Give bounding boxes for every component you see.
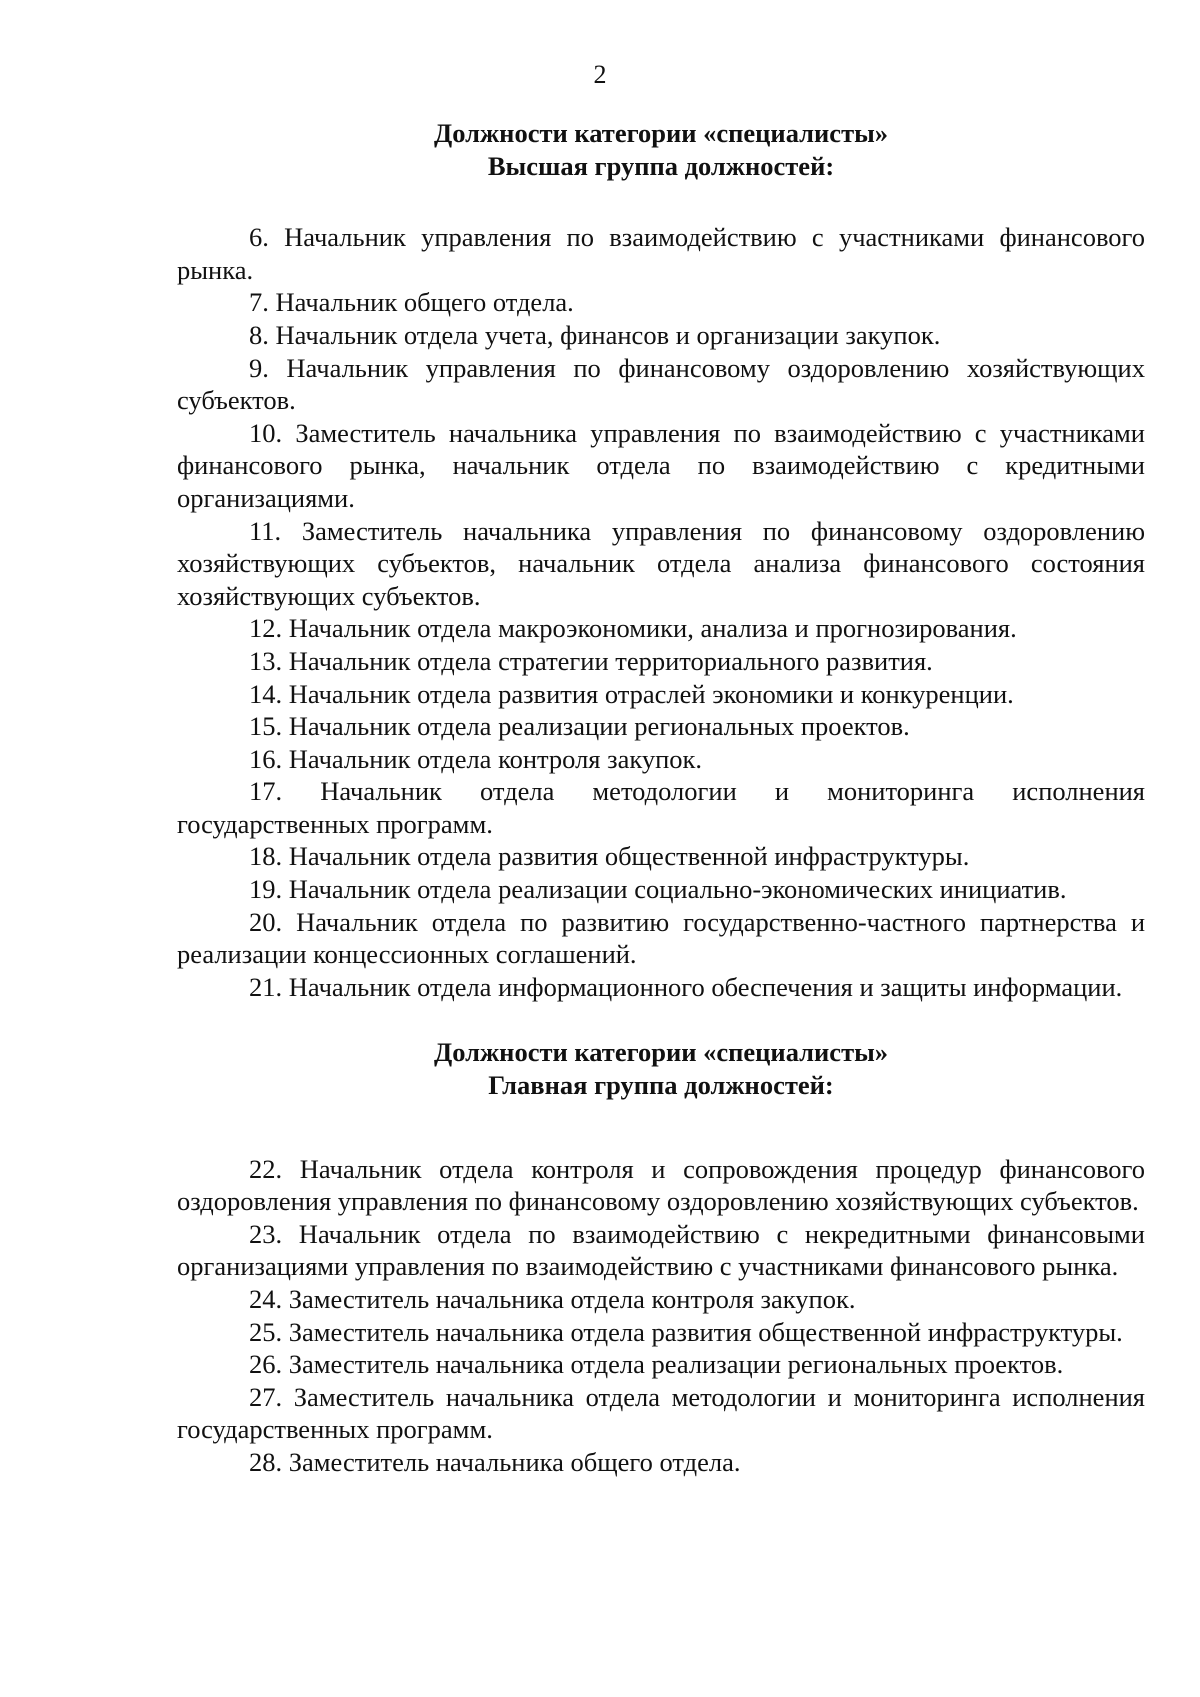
positions-list [177,221,1145,1003]
section-heading-line2: Главная группа должностей: [488,1070,834,1101]
list-item: 27. Заместитель начальника отдела методологии и мониторинга исполнения государственных программ. [177,1381,1145,1445]
list-item: 16. Начальник отдела контроля закупок. [249,743,703,774]
section-heading-line2: Высшая группа должностей: [487,150,835,181]
list-item: 11. Заместитель начальника управления по финансовому оздоровлению хозяйствующих субъектов, начальник отдела анализа финансового состояния хозяйствующих субъектов. [177,515,1145,611]
list-item: 28. Заместитель начальника общего отдела. [249,1446,741,1477]
section-heading-line1: Должности категории «специалисты» [433,1037,889,1068]
list-item: 19. Начальник отдела реализации социально-экономических инициатив. [249,874,1067,905]
list-item: 21. Начальник отдела информационного обеспечения и защиты информации. [249,971,1123,1002]
document-body [177,117,1145,1479]
list-item: 14. Начальник отдела развития отраслей экономики и конкуренции. [249,678,1014,709]
page-number: 2 [593,60,607,89]
section-higher-group [177,117,1145,1003]
list-item: 23. Начальник отдела по взаимодействию с некредитными финансовыми организациями управления по взаимодействию с участниками финансового рынка. [177,1218,1145,1282]
list-item: 20. Начальник отдела по развитию государственно-частного партнерства и реализации концессионных соглашений. [177,906,1145,970]
section-main-group [177,1036,1145,1478]
list-item: 10. Заместитель начальника управления по взаимодействию с участниками финансового рынка, начальник отдела по взаимодействию с кредитными организациями. [177,417,1145,513]
list-item: 9. Начальник управления по финансовому оздоровлению хозяйствующих субъектов. [177,352,1145,416]
positions-list [177,1153,1145,1479]
list-item: 25. Заместитель начальника отдела развития общественной инфраструктуры. [249,1316,1123,1347]
list-item: 8. Начальник отдела учета, финансов и организации закупок. [249,319,941,350]
list-item: 26. Заместитель начальника отдела реализации региональных проектов. [249,1349,1064,1380]
list-item: 7. Начальник общего отдела. [249,287,574,318]
list-item: 22. Начальник отдела контроля и сопровождения процедур финансового оздоровления управления по финансовому оздоровлению хозяйствующих субъектов. [177,1153,1145,1217]
section-heading-line1: Должности категории «специалисты» [433,118,889,148]
list-item: 13. Начальник отдела стратегии территориального развития. [249,645,933,676]
section-heading [177,1036,1145,1101]
list-item: 17. Начальник отдела методологии и мониторинга исполнения государственных программ. [177,776,1145,839]
list-item: 6. Начальник управления по взаимодействию с участниками финансового рынка. [177,222,1145,285]
list-item: 18. Начальник отдела развития общественной инфраструктуры. [249,841,970,872]
section-heading [177,117,1145,182]
list-item: 15. Начальник отдела реализации региональных проектов. [249,711,910,742]
list-item: 24. Заместитель начальника отдела контроля закупок. [249,1284,856,1314]
list-item: 12. Начальник отдела макроэкономики, анализа и прогнозирования. [249,613,1017,644]
